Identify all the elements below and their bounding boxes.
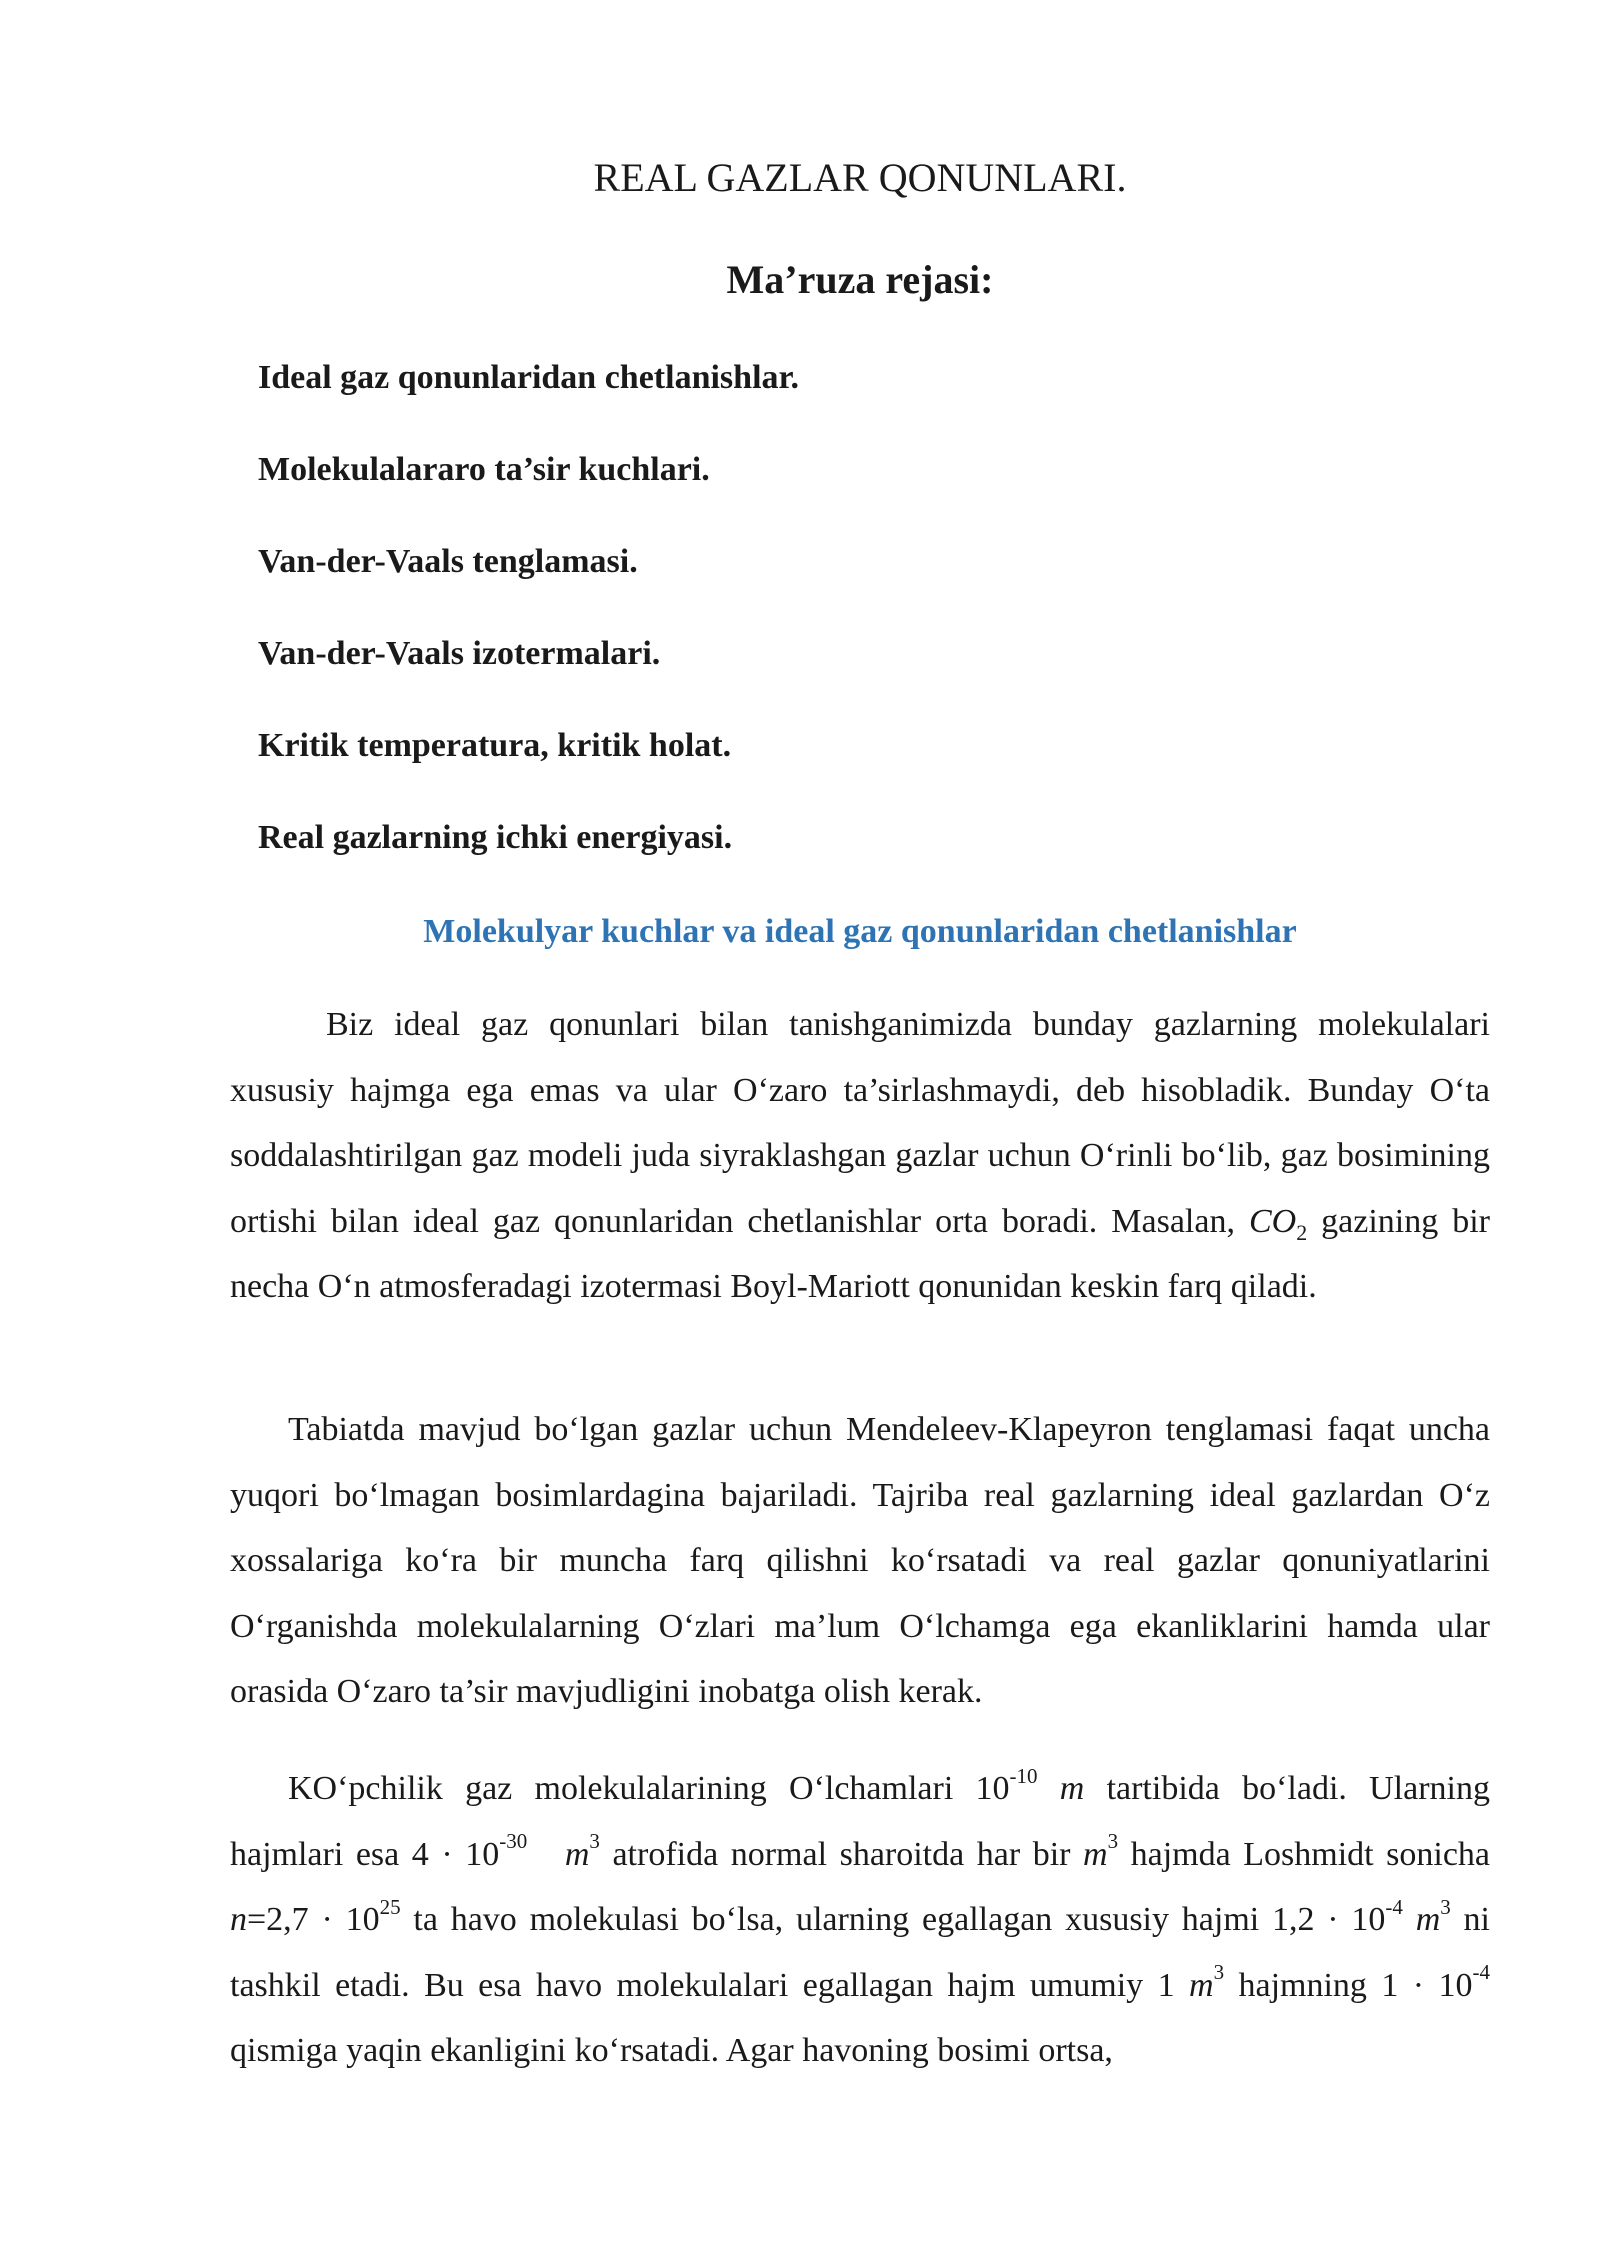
superscript: 3 [589, 1829, 600, 1854]
text: gazining bir necha O‘n atmosferadagi izotermasi Boyl-Mariott qonunidan keskin farq qiladi. [230, 1202, 1490, 1305]
superscript: 25 [379, 1894, 401, 1919]
superscript: 3 [1213, 1960, 1225, 1985]
unit-m: m [1415, 1901, 1441, 1938]
paragraph-2: Tabiatda mavjud bo‘lgan gazlar uchun Mendeleev-Klapeyron tenglamasi faqat uncha yuqori bo‘lmagan bosimlardagina bajariladi. Tajriba real gazlarning ideal gazlardan O‘z xossalariga ko‘ra bir muncha farq qilishni ko‘rsatadi va real gazlar qonuniyatlarini O‘rganishda molekulalarning O‘zlari ma’lum O‘lchamga ega ekanliklarini hamda ular orasida O‘zaro ta’sir mavjudligini inobatga olish kerak. [230, 1411, 1490, 1710]
plan-item: Real gazlarning ichki energiyasi. [258, 819, 733, 856]
symbol-n: n [230, 1901, 247, 1938]
plan-item: Van-der-Vaals tenglamasi. [258, 543, 638, 580]
superscript: -4 [1472, 1960, 1490, 1985]
plan-item: Ideal gaz qonunlaridan chetlanishlar. [258, 359, 799, 396]
formula-co2: CO [1248, 1202, 1297, 1240]
superscript: -4 [1385, 1894, 1403, 1919]
superscript: -30 [499, 1829, 528, 1854]
page-title: REAL GAZLAR QONUNLARI. [593, 155, 1127, 200]
unit-m: m [1059, 1770, 1085, 1807]
superscript: 3 [1440, 1894, 1451, 1919]
superscript: -10 [1009, 1763, 1038, 1788]
unit-m: m [564, 1835, 590, 1873]
plan-item: Kritik temperatura, kritik holat. [258, 727, 732, 764]
unit-m: m [1189, 1966, 1214, 2004]
superscript: 3 [1107, 1829, 1119, 1854]
paragraph-3: KO‘pchilik gaz molekulalarining O‘lchamlari $10^{-10}$ m tartibida bo‘ladi. Ularning hajmlari esa $4 \cdot 10^{-30}$ $m^3$ atrofida normal sharoitda har bir $m^3$ hajmda Loshmidt sonicha $n=2,7 \cdot 10^{25}$ ta havo molekulasi bo‘lsa, ularning egallagan xususiy hajmi $1,2 \cdot 10^{-4}$ $m^3$ ni tashkil etadi. Bu esa havo molekulalari egallagan hajm umumiy 1 $m^3$ hajmning $1 \cdot 10^{-4}$ qismiga yaqin ekanligini ko‘rsatadi. Agar havoning bosimi ortsa, [230, 1763, 1491, 2069]
paragraph-1 [230, 992, 1490, 1320]
lecture-plan-list [258, 356, 799, 908]
plan-item: Molekulalararo ta’sir kuchlari. [258, 451, 710, 488]
section-heading: Molekulyar kuchlar va ideal gaz qonunlaridan chetlanishlar [423, 913, 1297, 950]
plan-item: Van-der-Vaals izotermalari. [258, 635, 661, 672]
unit-m: m [1083, 1835, 1108, 1873]
subscript: 2 [1296, 1219, 1308, 1245]
lecture-plan-heading: Ma’ruza rejasi: [726, 257, 994, 302]
text: Biz ideal gaz qonunlari bilan tanishganimizda bunday gazlarning molekulalari xususiy hajmga ega emas va ular O‘zaro ta’sirlashmaydi, deb hisobladik. Bunday O‘ta soddalashtirilgan gaz modeli juda siyraklashgan gazlar uchun O‘rinli bo‘lib, gaz bosimining ortishi bilan ideal gaz qonunlaridan chetlanishlar orta boradi. Masalan, [230, 1006, 1490, 1240]
